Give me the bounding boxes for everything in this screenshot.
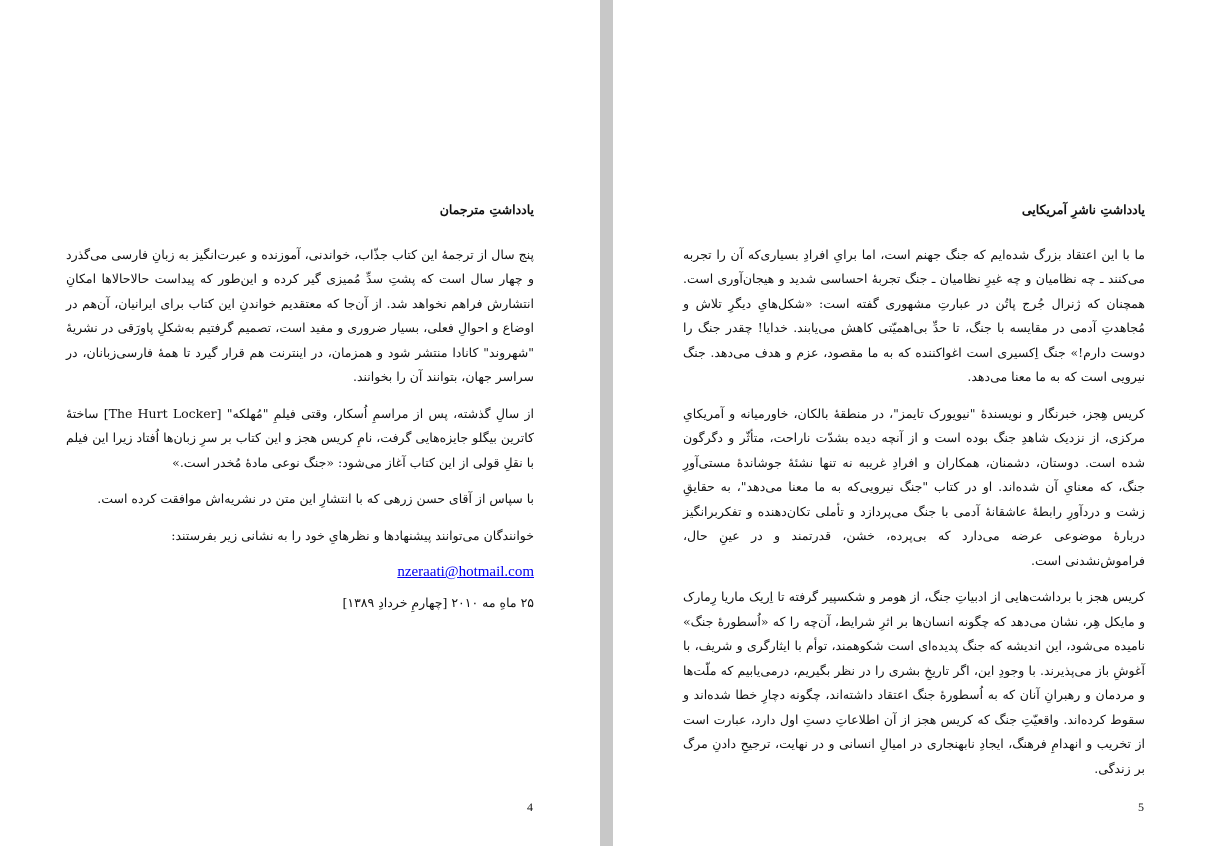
- page-number: 5: [1138, 800, 1144, 814]
- page-gutter: [600, 0, 613, 846]
- left-paragraph: با سپاس از آقای حسن زرهی که با انتشارِ این متن در نشریه‌اش موافقت کرده است.: [97, 491, 534, 506]
- left-page-content: [66, 198, 534, 627]
- left-paragraph: از سالِ گذشته، پس از مراسمِ اُسکار، وقتی فیلمِ "مُهلکه" [The Hurt Locker] ساختهٔ کاترین بیگلو جایزه‌هایی گرفت، نامِ کریس هجز و این کتاب بر سرِ زبان‌ها اُفتاد زیرا این فیلم با نقلِ قولی از این کتاب آغاز می‌شود: «جنگ نوعی مادهٔ مُخدر است.»: [66, 405, 534, 470]
- email-link[interactable]: nzeraati@hotmail.com: [397, 564, 534, 580]
- right-paragraph: ما با این اعتقاد بزرگ شده‌ایم که جنگ جهنم است، اما برایِ افرادِ بسیاری‌که آن را تجربه می‌کنند ـ چه نظامیان و چه غیرِ نظامیان ـ جنگ تجربهٔ احساسی شدید و هیجان‌آوری است. همچنان که ژنرال جُرج پاتُن در عبارتِ مشهوری گفته است: «شکل‌هایِ دیگرِ تلاش و مُجاهدتِ آدمی در مقایسه با جنگ، تا حدِّ بی‌اهمیّتی کاهش می‌یابند. خدایا! چقدر جنگ را دوست دارم!» جنگ اِکسیری است اغواکننده که به ما مقصود، عزم و هدف می‌دهد. جنگ نیرویی است که به ما معنا می‌دهد.: [683, 246, 1145, 384]
- right-paragraph: کریس هجز با برداشت‌هایی از ادبیاتِ جنگ، از هومر و شکسپیر گرفته تا اِریک ماریا رِمارک و مایکل هِر، نشان می‌دهد که چگونه انسان‌ها بر اثرِ شرایط، آن‌چه را که «اُسطورهٔ جنگ» نامیده می‌شود، این اندیشه که جنگ پدیده‌ای است شکوهمند، توأم با ایثارگری و شریف، با آغوشِ باز می‌پذیرند. با وجودِ این، اگر تاریخِ بشری را در نظر بگیریم، درمی‌یابیم که ملّت‌ها و مردمان و رهبرانِ آنان که به اُسطورهٔ جنگ اعتقاد داشته‌اند، چگونه دچارِ خطا شده‌اند و سقوط کرده‌اند. واقعیّتِ جنگ که کریس هجز از آن اطلاعاتِ دستِ اول دارد، عبارت است از تخریب و انهدامِ فرهنگ، ایجادِ نابهنجاری در امیالِ انسانی و در نهایت، ترجیحِ دادنِ مرگ بر زندگی.: [683, 589, 1145, 776]
- right-paragraph: کریس هِجز، خبرنگار و نویسندهٔ "نیویورک تایمز"، در منطقهٔ بالکان، خاورمیانه و آمریکایِ مرکزی، از نزدیک شاهدِ جنگ بوده است و از آنچه دیده بشدّت ناراحت، متأثّر و دگرگون شده است. دوستان، دشمنان، همکاران و افرادِ غریبه نه تنها نشئهٔ جوشاندهٔ مستی‌آورِ جنگ، که معنایِ آن شده‌اند. او در کتاب "جنگ نیرویی‌که به ما معنا می‌دهد"، به حقایقِ زشت و دردآورِ رابطهٔ عاشقانهٔ آدمی با جنگ می‌پردازد و تأملی تکان‌دهنده و تفکربرانگیز دربارهٔ موضوعی عرضه می‌دارد که بی‌پرده، خشن، قدرتمند و در عینِ حال، فراموش‌نشدنی است.: [683, 405, 1145, 568]
- date-line: ۲۵ ماهِ مه ۲۰۱۰ [چهارمِ خردادِ ۱۳۸۹]: [342, 594, 534, 610]
- left-paragraph: پنج سال از ترجمهٔ این کتاب جذّاب، خواندنی، آموزنده و عبرت‌انگیز به زبانِ فارسی می‌گذرد و چهار سال است که پشتِ سدِّ مُمیزی گیر کرده و این‌طور که پیداست حالاحالاها امکانِ انتشارش فراهم نخواهد شد. از آن‌جا که معتقدیم خواندنِ این کتاب برای ایرانیان، آن‌هم در اوضاع و احوالِ فعلی، بسیار ضروری و مفید است، تصمیم گرفتیم به‌شکلِ پاورَقی در نشریهٔ "شهروند" کانادا منتشر شود و همزمان، در اینترنت هم قرار گیرد تا همهٔ فارسی‌زبانان، در سراسر جهان، بتوانند آن را بخوانند.: [66, 246, 534, 384]
- left-page: [0, 0, 600, 846]
- left-paragraph: خوانندگان می‌توانند پیشنهادها و نظرهایِ خود را به نشانی زیر بفرستند:: [171, 527, 534, 543]
- right-page-content: [683, 198, 1145, 793]
- right-page: [613, 0, 1213, 846]
- publisher-note-heading: یادداشتِ ناشرِ آمریکایی: [1021, 202, 1145, 217]
- page-number: 4: [527, 800, 533, 814]
- translators-note-heading: یادداشتِ مترجمان: [439, 202, 534, 217]
